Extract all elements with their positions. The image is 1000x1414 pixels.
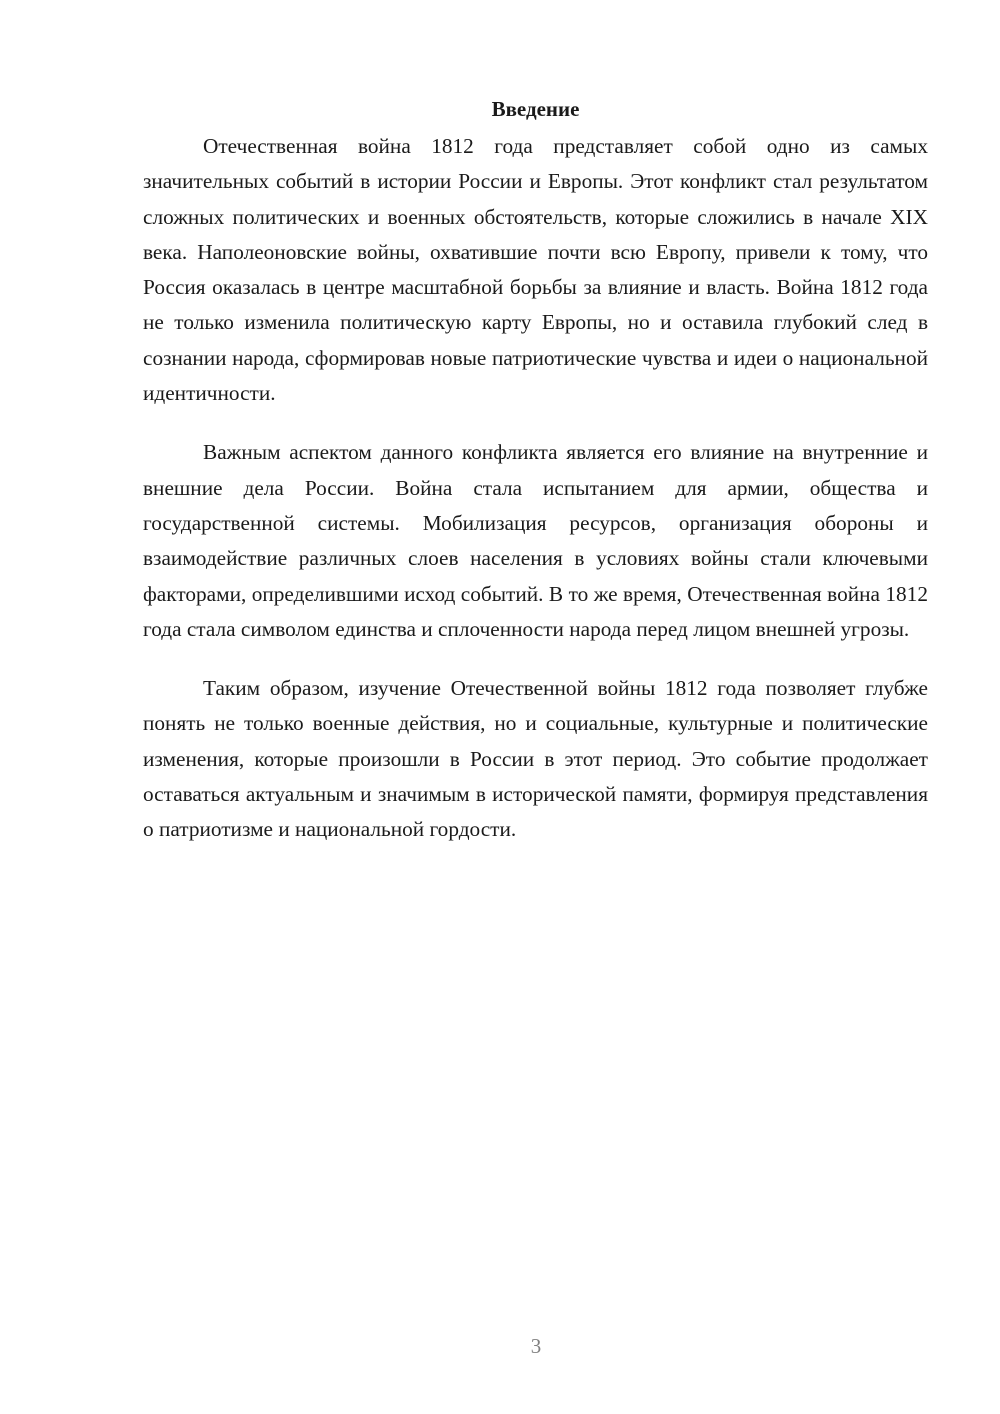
paragraph-3: Таким образом, изучение Отечественной войны 1812 года позволяет глубже понять не только военные действия, но и социальные, культурные и политические изменения, которые произошли в России в этот период. Это событие продолжает оставаться актуальным и значимым в исторической памяти, формируя представления о патриотизме и национальной гордости.	[143, 676, 928, 842]
page-number: 3	[530, 1334, 542, 1358]
section-title: Введение	[491, 97, 580, 121]
paragraph-1: Отечественная война 1812 года представляет собой одно из самых значительных событий в истории России и Европы. Этот конфликт стал результатом сложных политических и военных обстоятельств, которые сложились в начале XIX века. Наполеоновские войны, охватившие почти всю Европу, привели к тому, что Россия оказалась в центре масштабной борьбы за влияние и власть. Война 1812 года не только изменила политическую карту Европы, но и оставила глубокий след в сознании народа, сформировав новые патриотические чувства и идеи о национальной идентичности.	[143, 134, 928, 406]
paragraph-2: Важным аспектом данного конфликта является его влияние на внутренние и внешние дела России. Война стала испытанием для армии, общества и государственной системы. Мобилизация ресурсов, организация обороны и взаимодействие различных слоев населения в условиях войны стали ключевыми факторами, определившими исход событий. В то же время, Отечественная война 1812 года стала символом единства и сплоченности народа перед лицом внешней угрозы.	[143, 440, 928, 641]
page-content	[143, 92, 928, 872]
